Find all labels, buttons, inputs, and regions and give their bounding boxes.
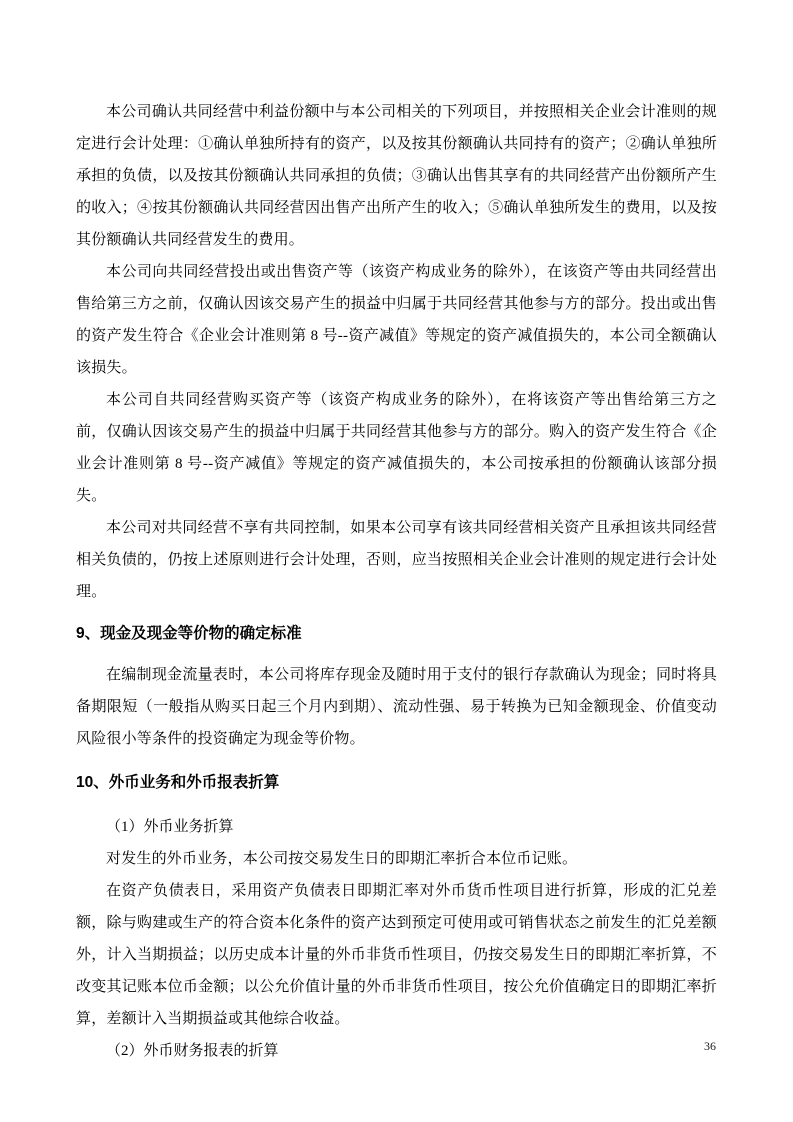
section-heading-9-cash-equivalents: 9、现金及现金等价物的确定标准	[76, 625, 302, 642]
page-number: 36	[704, 1039, 716, 1053]
paragraph-no-joint-control: 本公司对共同经营不享有共同控制，如果本公司享有该共同经营相关资产且承担该共同经营相关负债的，仍按上述原则进行会计处理，否则，应当按照相关企业会计准则的规定进行会计处理。	[76, 520, 717, 600]
section-heading-10-foreign-currency: 10、外币业务和外币报表折算	[76, 774, 280, 791]
paragraph-balance-sheet-date-translation: 在资产负债表日，采用资产负债表日即期汇率对外币货币性项目进行折算，形成的汇兑差额，除与购建或生产的符合资本化条件的资产达到预定可使用或可销售状态之前发生的汇兑差额外，计入当期损益；以历史成本计量的外币非货币性项目，仍按交易发生日的即期汇率折算，不改变其记账本位币金额；以公允价值计量的外币非货币性项目，按公允价值确定日的即期汇率折算，差额计入当期损益或其他综合收益。	[76, 883, 717, 1027]
sub-item-2-foreign-statements-translation: （2）外币财务报表的折算	[106, 1043, 279, 1059]
paragraph-cash-equivalents-criteria: 在编制现金流量表时，本公司将库存现金及随时用于支付的银行存款确认为现金；同时将具备期限短（一般指从购买日起三个月内到期）、流动性强、易于转换为已知金额现金、价值变动风险很小等条件的投资确定为现金等价物。	[76, 667, 717, 747]
sub-item-1-foreign-currency-business: （1）外币业务折算	[106, 819, 234, 835]
document-body	[76, 96, 717, 1067]
paragraph-foreign-currency-bookkeeping: 对发生的外币业务，本公司按交易发生日的即期汇率折合本位币记账。	[106, 851, 578, 867]
paragraph-joint-operation-asset-sale: 本公司向共同经营投出或出售资产等（该资产构成业务的除外），在该资产等由共同经营出售给第三方之前，仅确认因该交易产生的损益中归属于共同经营其他参与方的部分。投出或出售的资产发生符合《企业会计准则第 8 号--资产减值》等规定的资产减值损失的，本公司全额确认该损失。	[76, 264, 717, 376]
paragraph-joint-operation-recognition: 本公司确认共同经营中利益份额中与本公司相关的下列项目，并按照相关企业会计准则的规定进行会计处理：①确认单独所持有的资产，以及按其份额确认共同持有的资产；②确认单独所承担的负债，以及按其份额确认共同承担的负债；③确认出售其享有的共同经营产出份额所产生的收入；④按其份额确认共同经营因出售产出所产生的收入；⑤确认单独所发生的费用，以及按其份额确认共同经营发生的费用。	[76, 104, 717, 248]
paragraph-joint-operation-asset-purchase: 本公司自共同经营购买资产等（该资产构成业务的除外），在将该资产等出售给第三方之前，仅确认因该交易产生的损益中归属于共同经营其他参与方的部分。购入的资产发生符合《企业会计准则第 8 号--资产减值》等规定的资产减值损失的，本公司按承担的份额确认该部分损失。	[76, 392, 717, 504]
